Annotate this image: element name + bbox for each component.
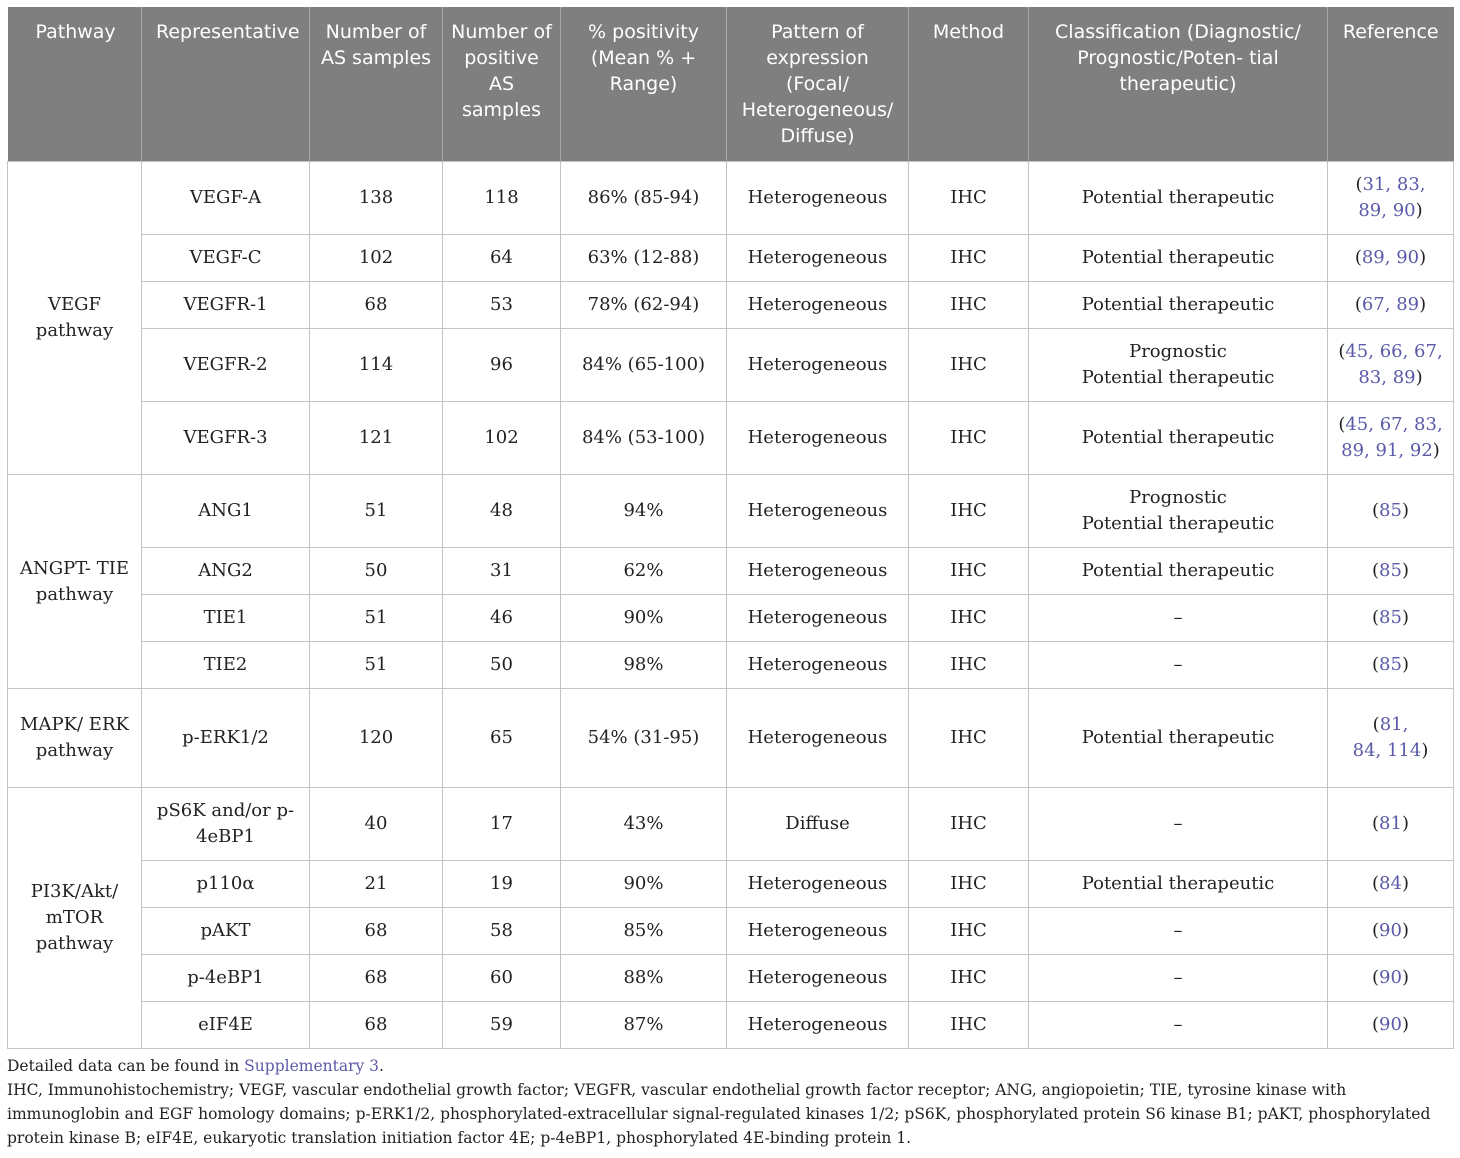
header-row	[8, 7, 1454, 162]
reference-cell: (31, 83, 89, 90)	[1328, 162, 1454, 235]
num-positive-cell: 96	[443, 329, 561, 402]
pattern-cell: Diffuse	[727, 788, 909, 861]
header-pathway: Pathway	[8, 7, 142, 162]
reference-link[interactable]: 85	[1379, 607, 1402, 628]
data-table	[7, 7, 1454, 1049]
reference-link[interactable]: 45, 67, 83,	[1345, 414, 1443, 435]
representative-cell: VEGFR-1	[142, 282, 310, 329]
reference-cell: (45, 67, 83, 89, 91, 92)	[1328, 402, 1454, 475]
num-samples-cell: 114	[310, 329, 443, 402]
reference-link[interactable]: 45, 66, 67,	[1345, 341, 1443, 362]
representative-cell: TIE2	[142, 642, 310, 689]
table-row	[8, 955, 1454, 1002]
reference-cell: (45, 66, 67, 83, 89)	[1328, 329, 1454, 402]
num-samples-cell: 68	[310, 1002, 443, 1049]
method-cell: IHC	[909, 329, 1029, 402]
table-row	[8, 162, 1454, 235]
reference-cell: (89, 90)	[1328, 235, 1454, 282]
pattern-cell: Heterogeneous	[727, 689, 909, 788]
method-cell: IHC	[909, 402, 1029, 475]
pattern-cell: Heterogeneous	[727, 475, 909, 548]
num-samples-cell: 51	[310, 475, 443, 548]
num-samples-cell: 50	[310, 548, 443, 595]
reference-link[interactable]: 67, 89	[1361, 294, 1420, 315]
header-classification: Classification (Diagnostic/ Prognostic/Poten- tial therapeutic)	[1029, 7, 1328, 162]
method-cell: IHC	[909, 788, 1029, 861]
classification-cell: –	[1029, 908, 1328, 955]
header-reference: Reference	[1328, 7, 1454, 162]
reference-cell: (81)	[1328, 788, 1454, 861]
reference-cell: (85)	[1328, 595, 1454, 642]
pathway-cell: PI3K/Akt/ mTOR pathway	[8, 788, 142, 1049]
positivity-cell: 90%	[561, 861, 727, 908]
reference-link[interactable]: 89, 90	[1361, 247, 1420, 268]
positivity-cell: 54% (31-95)	[561, 689, 727, 788]
reference-cell: (84)	[1328, 861, 1454, 908]
table-row	[8, 548, 1454, 595]
table-row	[8, 908, 1454, 955]
pathway-cell: VEGF pathway	[8, 162, 142, 475]
reference-cell: (85)	[1328, 548, 1454, 595]
representative-cell: p-4eBP1	[142, 955, 310, 1002]
representative-cell: p-ERK1/2	[142, 689, 310, 788]
representative-cell: VEGF-C	[142, 235, 310, 282]
pattern-cell: Heterogeneous	[727, 329, 909, 402]
header-positivity: % positivity (Mean % + Range)	[561, 7, 727, 162]
classification-cell: –	[1029, 642, 1328, 689]
positivity-cell: 84% (53-100)	[561, 402, 727, 475]
pathway-cell: ANGPT- TIE pathway	[8, 475, 142, 689]
reference-link[interactable]: 89, 90	[1358, 200, 1416, 221]
pattern-cell: Heterogeneous	[727, 548, 909, 595]
reference-cell: (90)	[1328, 1002, 1454, 1049]
num-samples-cell: 102	[310, 235, 443, 282]
detail-note: Detailed data can be found in Supplementary 3.	[7, 1057, 384, 1075]
table-row	[8, 689, 1454, 788]
table-row	[8, 595, 1454, 642]
table-row	[8, 861, 1454, 908]
pattern-cell: Heterogeneous	[727, 402, 909, 475]
classification-cell: Potential therapeutic	[1029, 861, 1328, 908]
num-samples-cell: 68	[310, 955, 443, 1002]
num-positive-cell: 17	[443, 788, 561, 861]
representative-cell: VEGFR-3	[142, 402, 310, 475]
positivity-cell: 84% (65-100)	[561, 329, 727, 402]
num-samples-cell: 40	[310, 788, 443, 861]
table-row	[8, 402, 1454, 475]
table-row	[8, 642, 1454, 689]
classification-cell: –	[1029, 595, 1328, 642]
method-cell: IHC	[909, 1002, 1029, 1049]
supplementary-link[interactable]: Supplementary 3	[244, 1057, 380, 1075]
num-samples-cell: 51	[310, 642, 443, 689]
reference-cell: (90)	[1328, 955, 1454, 1002]
num-positive-cell: 58	[443, 908, 561, 955]
positivity-cell: 90%	[561, 595, 727, 642]
pathway-cell: MAPK/ ERK pathway	[8, 689, 142, 788]
classification-cell: Potential therapeutic	[1029, 162, 1328, 235]
classification-cell: Potential therapeutic	[1029, 235, 1328, 282]
reference-link[interactable]: 84	[1379, 873, 1402, 894]
classification-cell: Potential therapeutic	[1029, 689, 1328, 788]
num-samples-cell: 120	[310, 689, 443, 788]
classification-cell: Potential therapeutic	[1029, 548, 1328, 595]
representative-cell: p110α	[142, 861, 310, 908]
header-num-positive: Number of positive AS samples	[443, 7, 561, 162]
table-row	[8, 788, 1454, 861]
method-cell: IHC	[909, 235, 1029, 282]
pattern-cell: Heterogeneous	[727, 162, 909, 235]
method-cell: IHC	[909, 475, 1029, 548]
representative-cell: pS6K and/or p-4eBP1	[142, 788, 310, 861]
pattern-cell: Heterogeneous	[727, 861, 909, 908]
positivity-cell: 98%	[561, 642, 727, 689]
pattern-cell: Heterogeneous	[727, 595, 909, 642]
reference-cell: (85)	[1328, 475, 1454, 548]
reference-link[interactable]: 31, 83,	[1362, 174, 1426, 195]
num-samples-cell: 21	[310, 861, 443, 908]
num-positive-cell: 19	[443, 861, 561, 908]
positivity-cell: 62%	[561, 548, 727, 595]
method-cell: IHC	[909, 955, 1029, 1002]
reference-link[interactable]: 84, 114	[1352, 740, 1422, 761]
representative-cell: TIE1	[142, 595, 310, 642]
representative-cell: pAKT	[142, 908, 310, 955]
method-cell: IHC	[909, 162, 1029, 235]
reference-link[interactable]: 90	[1379, 967, 1402, 988]
representative-cell: ANG1	[142, 475, 310, 548]
reference-cell: (90)	[1328, 908, 1454, 955]
method-cell: IHC	[909, 689, 1029, 788]
num-samples-cell: 68	[310, 282, 443, 329]
table-row	[8, 235, 1454, 282]
num-positive-cell: 46	[443, 595, 561, 642]
num-positive-cell: 31	[443, 548, 561, 595]
header-method: Method	[909, 7, 1029, 162]
table-row	[8, 282, 1454, 329]
header-representative: Representative	[142, 7, 310, 162]
positivity-cell: 78% (62-94)	[561, 282, 727, 329]
num-samples-cell: 68	[310, 908, 443, 955]
table-row	[8, 329, 1454, 402]
table-row	[8, 475, 1454, 548]
method-cell: IHC	[909, 282, 1029, 329]
positivity-cell: 94%	[561, 475, 727, 548]
method-cell: IHC	[909, 908, 1029, 955]
reference-link[interactable]: 81,	[1379, 714, 1409, 735]
positivity-cell: 88%	[561, 955, 727, 1002]
num-positive-cell: 60	[443, 955, 561, 1002]
positivity-cell: 85%	[561, 908, 727, 955]
classification-cell: Prognostic Potential therapeutic	[1029, 329, 1328, 402]
positivity-cell: 87%	[561, 1002, 727, 1049]
method-cell: IHC	[909, 642, 1029, 689]
positivity-cell: 63% (12-88)	[561, 235, 727, 282]
table-row	[8, 1002, 1454, 1049]
num-positive-cell: 50	[443, 642, 561, 689]
num-samples-cell: 121	[310, 402, 443, 475]
num-positive-cell: 53	[443, 282, 561, 329]
reference-link[interactable]: 85	[1379, 560, 1402, 581]
pattern-cell: Heterogeneous	[727, 282, 909, 329]
header-pattern: Pattern of expression (Focal/ Heterogeneous/ Diffuse)	[727, 7, 909, 162]
num-positive-cell: 48	[443, 475, 561, 548]
num-positive-cell: 118	[443, 162, 561, 235]
positivity-cell: 43%	[561, 788, 727, 861]
representative-cell: eIF4E	[142, 1002, 310, 1049]
header-num-samples: Number of AS samples	[310, 7, 443, 162]
pattern-cell: Heterogeneous	[727, 1002, 909, 1049]
reference-link[interactable]: 81	[1379, 813, 1402, 834]
num-positive-cell: 102	[443, 402, 561, 475]
num-positive-cell: 65	[443, 689, 561, 788]
method-cell: IHC	[909, 861, 1029, 908]
reference-link[interactable]: 85	[1379, 500, 1402, 521]
pattern-cell: Heterogeneous	[727, 908, 909, 955]
reference-link[interactable]: 90	[1379, 920, 1402, 941]
classification-cell: Potential therapeutic	[1029, 402, 1328, 475]
pattern-cell: Heterogeneous	[727, 955, 909, 1002]
method-cell: IHC	[909, 595, 1029, 642]
reference-link[interactable]: 85	[1379, 654, 1402, 675]
reference-link[interactable]: 83, 89	[1358, 367, 1416, 388]
pattern-cell: Heterogeneous	[727, 642, 909, 689]
reference-cell: (81, 84, 114)	[1328, 689, 1454, 788]
representative-cell: ANG2	[142, 548, 310, 595]
num-samples-cell: 51	[310, 595, 443, 642]
classification-cell: Potential therapeutic	[1029, 282, 1328, 329]
num-samples-cell: 138	[310, 162, 443, 235]
classification-cell: Prognostic Potential therapeutic	[1029, 475, 1328, 548]
classification-cell: –	[1029, 788, 1328, 861]
representative-cell: VEGF-A	[142, 162, 310, 235]
reference-link[interactable]: 90	[1379, 1014, 1402, 1035]
representative-cell: VEGFR-2	[142, 329, 310, 402]
classification-cell: –	[1029, 1002, 1328, 1049]
reference-cell: (67, 89)	[1328, 282, 1454, 329]
method-cell: IHC	[909, 548, 1029, 595]
pattern-cell: Heterogeneous	[727, 235, 909, 282]
num-positive-cell: 64	[443, 235, 561, 282]
reference-cell: (85)	[1328, 642, 1454, 689]
positivity-cell: 86% (85-94)	[561, 162, 727, 235]
abbreviations-note: IHC, Immunohistochemistry; VEGF, vascular endothelial growth factor; VEGFR, vascular endothelial growth factor receptor; ANG, angiopoietin; TIE, tyrosine kinase with immunoglobin and EGF homology domains; p-ERK1/2, phosphorylated-extracellular signal-regulated kinases 1/2; pS6K, phosphorylated protein S6 kinase B1; pAKT, phosphorylated protein kinase B; eIF4E, eukaryotic translation initiation factor 4E; p-4eBP1, phosphorylated 4E-binding protein 1.	[7, 1081, 1431, 1147]
table-footnotes	[7, 1054, 1453, 1150]
reference-link[interactable]: 89, 91, 92	[1341, 440, 1433, 461]
classification-cell: –	[1029, 955, 1328, 1002]
num-positive-cell: 59	[443, 1002, 561, 1049]
